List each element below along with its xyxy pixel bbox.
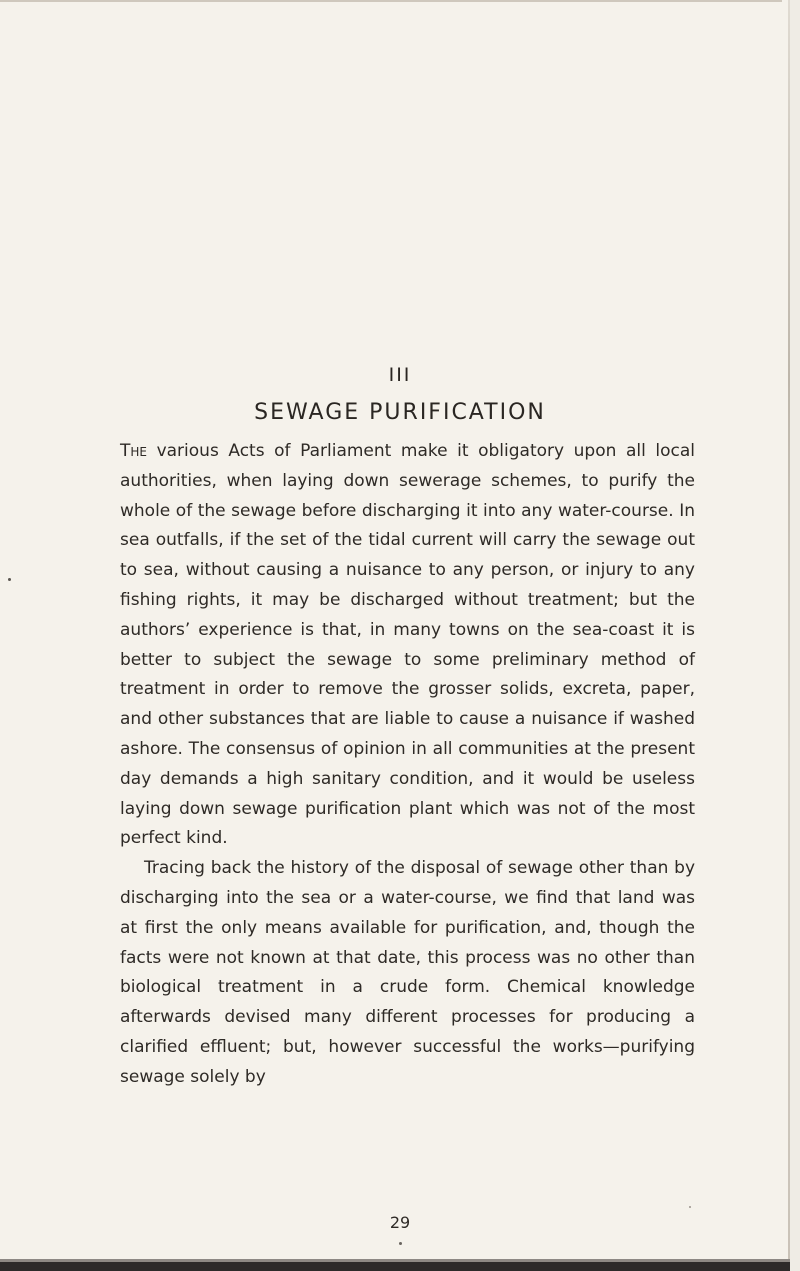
body-text <box>120 437 695 1093</box>
right-margin <box>790 0 800 1271</box>
top-page-edge <box>0 0 782 2</box>
bottom-page-edge <box>0 1262 790 1271</box>
paragraph-2: Tracing back the history of the disposal of sewage other than by discharging into the sea or a water-course, we find that land was at first the only means available for purification, and, though the facts were not known at that date, this process was no other than biological treatment in a crude form. Chemical knowledge afterwards devised many different processes for producing a clarified effluent; but, however successful the works—purifying sewage solely by <box>120 858 695 1087</box>
stray-mark <box>689 1206 691 1208</box>
paragraph-1 <box>120 437 695 854</box>
margin-mark <box>8 578 11 581</box>
folio-dot <box>399 1242 402 1245</box>
chapter-number: III <box>388 364 412 386</box>
chapter-title: SEWAGE PURIFICATION <box>254 400 546 425</box>
page-number: 29 <box>389 1213 411 1232</box>
paragraph-1-lead: The <box>120 441 147 461</box>
right-page-edge <box>788 0 790 1262</box>
paragraph-1-text: various Acts of Parliament make it obligatory upon all local authorities, when laying down sewerage schemes, to purify the whole of the sewage before discharging it into any water-course. In sea outfalls, if the set of the tidal current will carry the sewage out to sea, without causing a nuisance to any person, or injury to any fishing rights, it may be discharged without treatment; but the authors’ experience is that, in many towns on the sea-coast it is better to subject the sewage to some preliminary method of treatment in order to remove the grosser solids, excreta, paper, and other substances that are liable to cause a nuisance if washed ashore. The consensus of opinion in all communities at the present day demands a high sanitary condition, and it would be useless laying down sewage purification plant which was not of the most perfect kind. <box>120 441 695 849</box>
